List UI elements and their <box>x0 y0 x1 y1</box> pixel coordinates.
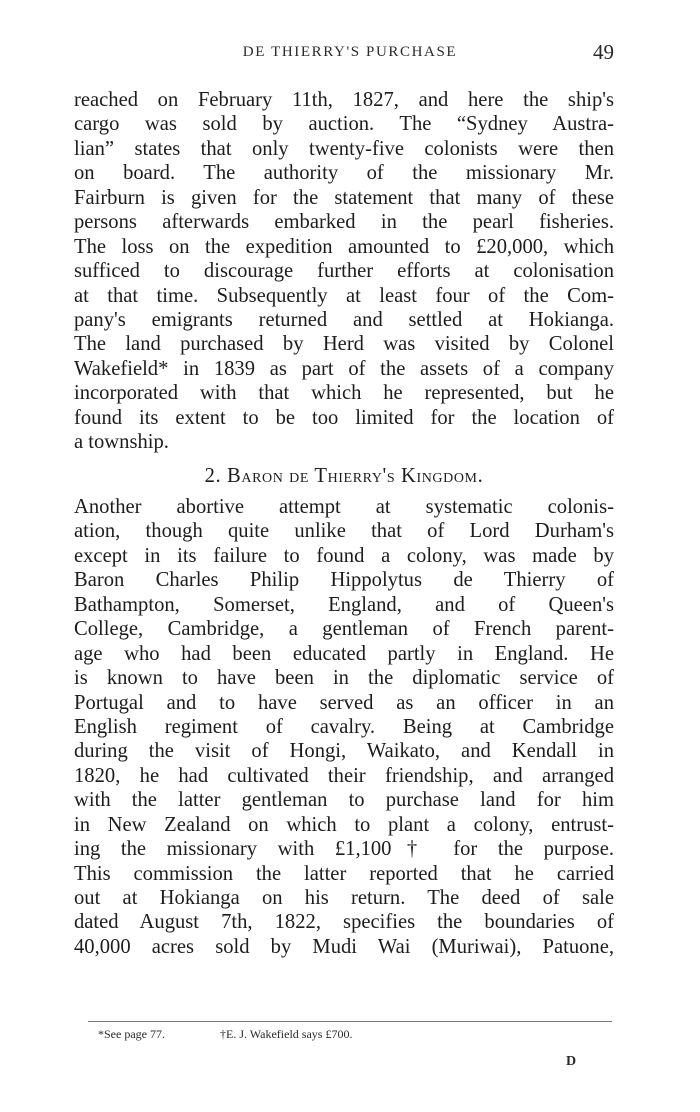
footnote-second: †E. J. Wakefield says £700. <box>219 1027 353 1041</box>
text-line: sufficed to discourage further efforts at colonisation <box>74 260 614 283</box>
text-line: incorporated with that which he represented, but he <box>74 382 614 405</box>
text-line: during the visit of Hongi, Waikato, and Kendall in <box>74 740 614 763</box>
text-line: a township. <box>74 431 169 454</box>
text-line: at that time. Subsequently at least four of the Com- <box>74 284 614 307</box>
text-line: pany's emigrants returned and settled at Hokianga. <box>74 308 614 331</box>
text-line: in New Zealand on which to plant a colony, entrust- <box>74 813 614 836</box>
text-line: persons afterwards embarked in the pearl fisheries. <box>74 211 614 234</box>
text-line: Bathampton, Somerset, England, and of Queen's <box>74 593 614 616</box>
text-line: ing the missionary with £1,100† for the purpose. <box>74 838 614 861</box>
text-line: out at Hokianga on his return. The deed of sale <box>74 887 614 909</box>
text-line: age who had been educated partly in England. He <box>74 642 614 665</box>
text-line: 40,000 acres sold by Mudi Wai (Muriwai), Patuone, <box>74 935 614 958</box>
text-line: found its extent to be too limited for the location of <box>74 406 614 429</box>
text-line: This commission the latter reported that he carried <box>74 862 614 885</box>
running-title: DE THIERRY'S PURCHASE <box>242 44 458 60</box>
text-line: on board. The authority of the missionary Mr. <box>74 162 614 185</box>
text-line: College, Cambridge, a gentleman of French parent- <box>74 618 614 641</box>
text-line: cargo was sold by auction. The “Sydney Austra- <box>74 113 614 136</box>
text-line: English regiment of cavalry. Being at Cambridge <box>74 715 614 738</box>
text-line: lian” states that only twenty-five colonists were then <box>74 137 614 160</box>
page-number: 49 <box>593 40 614 64</box>
text-line: The loss on the expedition amounted to £20,000, which <box>74 235 614 258</box>
text-line: Another abortive attempt at systematic colonis- <box>74 496 614 518</box>
text-line: The land purchased by Herd was visited by Colonel <box>74 333 614 356</box>
text-line: Baron Charles Philip Hippolytus de Thierry of <box>74 569 614 592</box>
text-line: reached on February 11th, 1827, and here the ship's <box>74 89 614 111</box>
footnote-first: *See page 77. <box>98 1027 165 1041</box>
text-line: Portugal and to have served as an officer in an <box>74 691 614 714</box>
body-text <box>74 88 614 959</box>
section-heading: 2. Baron de Thierry's Kingdom. <box>204 464 484 487</box>
text-line: 1820, he had cultivated their friendship, and arranged <box>74 764 614 787</box>
text-line: Fairburn is given for the statement that many of these <box>74 186 614 209</box>
text-line: with the latter gentleman to purchase land for him <box>74 789 614 812</box>
footnotes <box>98 1027 404 1042</box>
text-line: except in its failure to found a colony, was made by <box>74 544 614 567</box>
text-line: is known to have been in the diplomatic service of <box>74 667 614 690</box>
text-line: dated August 7th, 1822, specifies the boundaries of <box>74 911 614 934</box>
signature-mark: D <box>566 1054 577 1069</box>
text-line: ation, though quite unlike that of Lord Durham's <box>74 520 614 543</box>
footnote-rule <box>88 1021 612 1022</box>
text-line: Wakefield* in 1839 as part of the assets of a company <box>74 357 614 380</box>
running-head <box>0 40 700 70</box>
